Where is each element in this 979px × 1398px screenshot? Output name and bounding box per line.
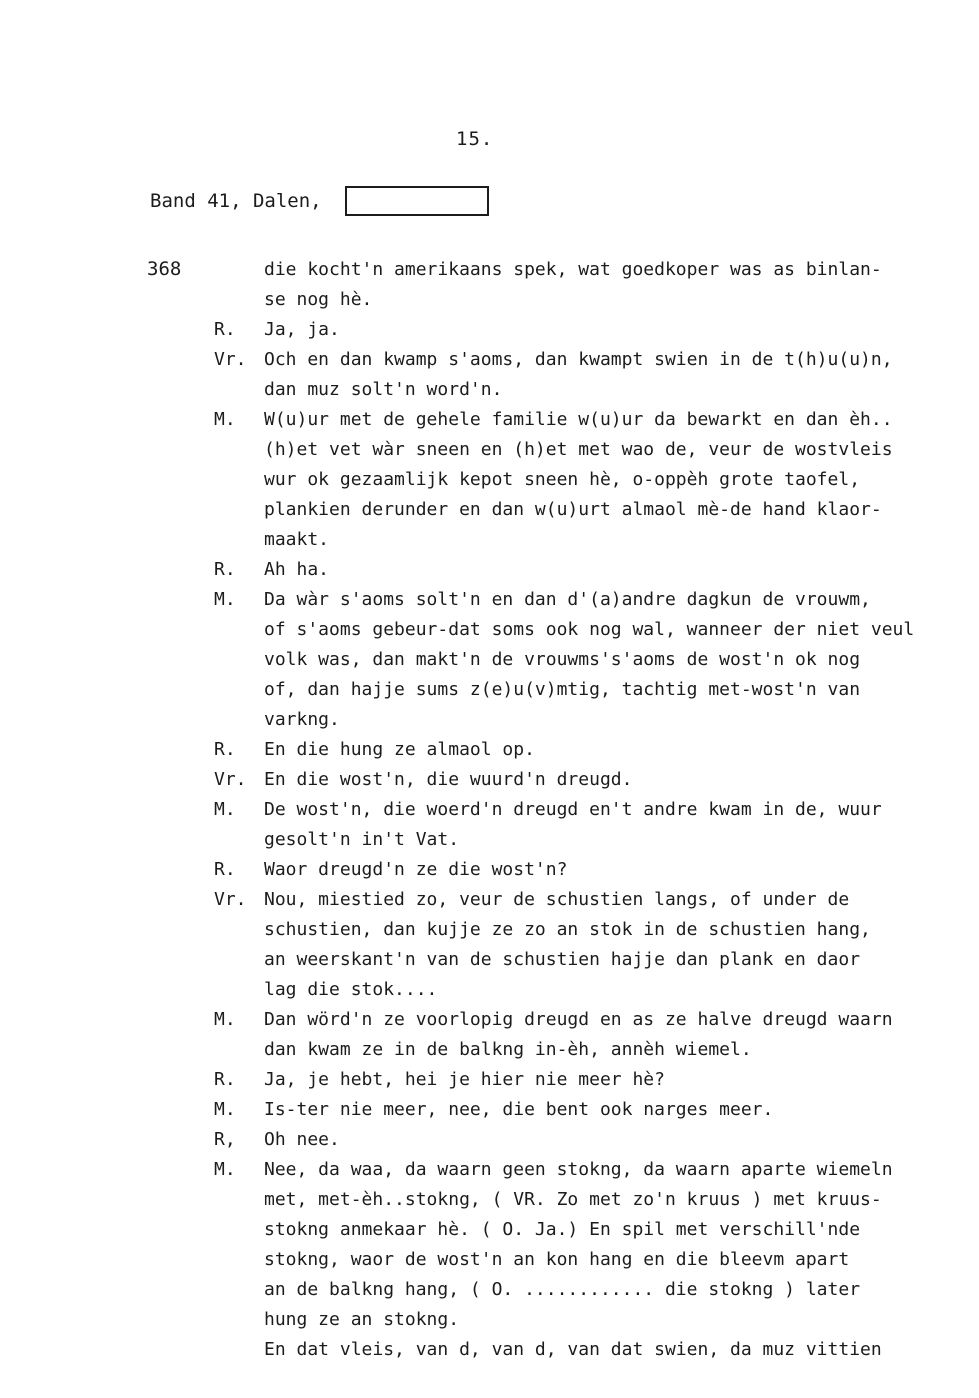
text-line: stokng, waor de wost'n an kon hang en die bleevm apart (264, 1249, 850, 1270)
transcript-entry (214, 885, 979, 1005)
transcript-entry (214, 405, 979, 555)
transcript-entry (214, 1005, 979, 1065)
text-line: Dan wörd'n ze voorlopig dreugd en as ze halve dreugd waarn (264, 1009, 893, 1030)
text-line: of, dan hajje sums z(e)u(v)mtig, tachtig met-wost'n van (264, 679, 861, 700)
speaker-label: R. (214, 1069, 236, 1090)
page-number: 15. (456, 128, 494, 150)
text-line: Nou, miestied zo, veur de schustien langs, of under de (264, 889, 850, 910)
entry-text (264, 765, 979, 795)
transcript-entry (214, 555, 979, 585)
transcript-entry (214, 1095, 979, 1125)
transcript (214, 255, 979, 1365)
text-line: schustien, dan kujje ze zo an stok in de schustien hang, (264, 919, 871, 940)
text-line: En dat vleis, van d, van d, van dat swien, da muz vittien (264, 1339, 882, 1360)
entry-text (264, 1155, 979, 1365)
text-line: lag die stok.... (264, 979, 438, 1000)
speaker-label: M. (214, 1159, 236, 1180)
text-line: met, met-èh..stokng, ( VR. Zo met zo'n kruus ) met kruus- (264, 1189, 882, 1210)
speaker-label: Vr. (214, 769, 247, 790)
entry-text (264, 885, 979, 1005)
transcript-entry (214, 1065, 979, 1095)
text-line: an de balkng hang, ( O. ............ die stokng ) later (264, 1279, 861, 1300)
speaker-label: R, (214, 1129, 236, 1150)
text-line: plankien derunder en dan w(u)urt almaol mè-de hand klaor- (264, 499, 882, 520)
transcript-entry (214, 765, 979, 795)
speaker-label: Vr. (214, 889, 247, 910)
entry-text (264, 1125, 979, 1155)
text-line: hung ze an stokng. (264, 1309, 460, 1330)
text-line: De wost'n, die woerd'n dreugd en't andre kwam in de, wuur (264, 799, 882, 820)
speaker-label: M. (214, 1099, 236, 1120)
text-line: Is-ter nie meer, nee, die bent ook narges meer. (264, 1099, 774, 1120)
text-line: En die wost'n, die wuurd'n dreugd. (264, 769, 633, 790)
line-number: 368 (147, 258, 182, 280)
text-line: W(u)ur met de gehele familie w(u)ur da bewarkt en dan èh.. (264, 409, 893, 430)
text-line: wur ok gezaamlijk kepot sneen hè, o-oppèh grote taofel, (264, 469, 861, 490)
transcript-entry (214, 795, 979, 855)
text-line: Waor dreugd'n ze die wost'n? (264, 859, 568, 880)
text-line: Ah ha. (264, 559, 330, 580)
speaker-label: M. (214, 799, 236, 820)
transcript-entry (214, 1155, 979, 1365)
text-line: an weerskant'n van de schustien hajje dan plank en daor (264, 949, 861, 970)
text-line: stokng anmekaar hè. ( O. Ja.) En spil met verschill'nde (264, 1219, 861, 1240)
entry-text (264, 855, 979, 885)
speaker-label: M. (214, 409, 236, 430)
speaker-label: R. (214, 559, 236, 580)
speaker-label: R. (214, 739, 236, 760)
text-line: die kocht'n amerikaans spek, wat goedkoper was as binlan- (264, 259, 882, 280)
text-line: se nog hè. (264, 289, 373, 310)
speaker-label: Vr. (214, 349, 247, 370)
text-line: Nee, da waa, da waarn geen stokng, da waarn aparte wiemeln (264, 1159, 893, 1180)
speaker-label: R. (214, 319, 236, 340)
text-line: dan muz solt'n word'n. (264, 379, 503, 400)
entry-text (264, 795, 979, 855)
entry-text (264, 1005, 979, 1065)
entry-text (264, 315, 979, 345)
speaker-label: R. (214, 859, 236, 880)
entry-text (264, 1065, 979, 1095)
text-line: varkng. (264, 709, 340, 730)
text-line: dan kwam ze in de balkng in-èh, annèh wiemel. (264, 1039, 752, 1060)
text-line: maakt. (264, 529, 330, 550)
transcript-entry (214, 255, 979, 315)
transcript-entry (214, 1125, 979, 1155)
speaker-label: M. (214, 1009, 236, 1030)
text-line: Ja, je hebt, hei je hier nie meer hè? (264, 1069, 665, 1090)
text-line: Och en dan kwamp s'aoms, dan kwampt swien in de t(h)u(u)n, (264, 349, 893, 370)
speaker-label: M. (214, 589, 236, 610)
text-line: (h)et vet wàr sneen en (h)et met wao de, veur de wostvleis (264, 439, 893, 460)
text-line: Da wàr s'aoms solt'n en dan d'(a)andre dagkun de vrouwm, (264, 589, 871, 610)
entry-text (264, 585, 979, 735)
transcript-entry (214, 855, 979, 885)
entry-text (264, 345, 979, 405)
entry-text (264, 255, 979, 315)
transcript-entry (214, 585, 979, 735)
entry-text (264, 735, 979, 765)
entry-text (264, 1095, 979, 1125)
entry-text (264, 405, 979, 555)
header-blank-box (345, 186, 489, 216)
text-line: En die hung ze almaol op. (264, 739, 535, 760)
transcript-entry (214, 315, 979, 345)
document-header: Band 41, Dalen, (150, 190, 322, 212)
text-line: volk was, dan makt'n de vrouwms's'aoms de wost'n ok nog (264, 649, 861, 670)
text-line: gesolt'n in't Vat. (264, 829, 460, 850)
text-line: of s'aoms gebeur-dat soms ook nog wal, wanneer der niet veul (264, 619, 915, 640)
transcript-entry (214, 345, 979, 405)
text-line: Oh nee. (264, 1129, 340, 1150)
text-line: Ja, ja. (264, 319, 340, 340)
entry-text (264, 555, 979, 585)
transcript-entry (214, 735, 979, 765)
